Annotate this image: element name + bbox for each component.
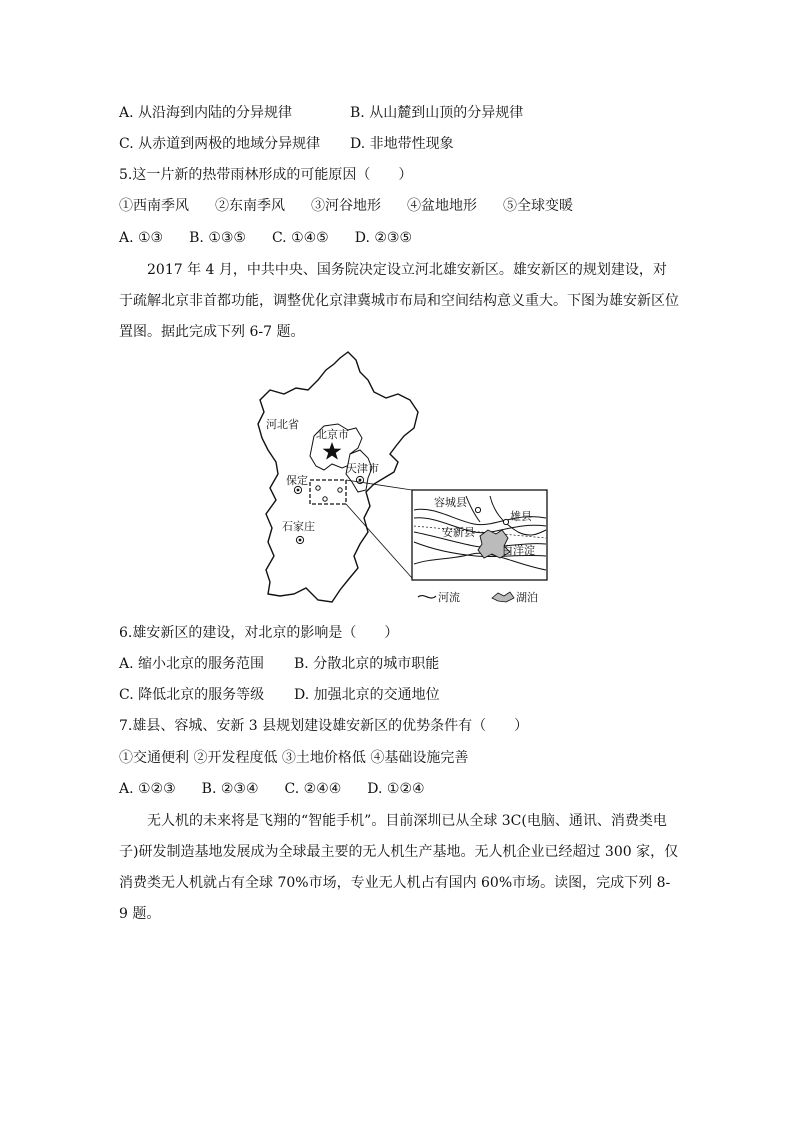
q5-option-c: C. ①④⑤ xyxy=(271,230,329,246)
q4-option-a: A. 从沿海到内陆的分异规律 xyxy=(119,105,293,121)
label-xiongxian: 雄县 xyxy=(510,510,532,523)
q6-stem: 6.雄安新区的建设，对北京的影响是（ ） xyxy=(119,625,399,641)
river-legend-icon xyxy=(418,596,436,598)
label-tianjin: 天津市 xyxy=(346,462,379,475)
q6-option-a: A. 缩小北京的服务范围 xyxy=(119,656,265,672)
lake-legend-icon xyxy=(492,592,514,602)
small-town-icon xyxy=(316,486,320,490)
rongcheng-marker-icon xyxy=(475,507,480,512)
q5-item-5: ⑤全球变暖 xyxy=(503,198,573,214)
q4-option-b: B. 从山麓到山顶的分异规律 xyxy=(350,105,524,121)
label-shijiazhuang: 石家庄 xyxy=(282,520,315,533)
q5-option-d: D. ②③⑤ xyxy=(354,230,413,246)
passage-drones: 无人机的未来将是飞翔的“智能手机”。目前深圳已从全球 3C(电脑、通讯、消费类电子)研发制造基地发展成为全球最主要的无人机生产基地。无人机企业已经超过 300 家，仅消费类无人机就占有全球 70%市场，专业无人机占有国内 60%市场。读图，完成下列 8-9 题。 xyxy=(119,813,679,922)
legend-lake-label: 湖泊 xyxy=(516,591,538,604)
xiongxian-marker-icon xyxy=(503,519,508,524)
q6-option-b: B. 分散北京的城市职能 xyxy=(294,656,440,672)
q5-item-3: ③河谷地形 xyxy=(311,198,381,214)
q5-item-4: ④盆地地形 xyxy=(407,198,477,214)
q5-items xyxy=(119,196,599,216)
q7-options xyxy=(119,779,451,799)
label-anxin: 安新县 xyxy=(442,526,475,539)
xiongan-location-map xyxy=(248,350,554,608)
label-rongcheng: 容城县 xyxy=(434,496,467,509)
label-baiyangdian: 白洋淀 xyxy=(502,544,535,557)
q5-options xyxy=(119,228,438,248)
small-town-icon xyxy=(338,488,342,492)
q5-stem: 5.这一片新的热带雨林形成的可能原因（ ） xyxy=(119,167,413,183)
q5-item-2: ②东南季风 xyxy=(215,198,285,214)
label-hebei: 河北省 xyxy=(266,418,299,431)
q7-option-c: C. ②④④ xyxy=(284,781,342,797)
q5-item-1: ①西南季风 xyxy=(119,198,189,214)
baoding-marker-icon xyxy=(294,486,301,493)
legend-river-label: 河流 xyxy=(438,591,460,604)
passage-xiongan: 2017 年 4 月，中共中央、国务院决定设立河北雄安新区。雄安新区的规划建设，对于疏解北京非首都功能，调整优化京津冀城市布局和空间结构意义重大。下图为雄安新区位置图。据此完成下列 6-7 题。 xyxy=(119,262,679,340)
q5-option-a: A. ①③ xyxy=(119,230,164,246)
q6-option-c: C. 降低北京的服务等级 xyxy=(119,687,265,703)
inset-map xyxy=(412,490,547,580)
small-town-icon xyxy=(323,497,327,501)
label-beijing: 北京市 xyxy=(316,428,349,441)
q7-option-d: D. ①②④ xyxy=(367,781,425,797)
label-baoding: 保定 xyxy=(286,474,308,487)
q7-stem: 7.雄县、容城、安新 3 县规划建设雄安新区的优势条件有（ ） xyxy=(119,718,529,734)
shijiazhuang-marker-icon xyxy=(296,536,303,543)
connector-line xyxy=(346,504,412,578)
q6-option-d: D. 加强北京的交通地位 xyxy=(294,687,440,703)
q7-items: ①交通便利 ②开发程度低 ③土地价格低 ④基础设施完善 xyxy=(119,750,469,766)
q4-option-d: D. 非地带性现象 xyxy=(350,136,454,152)
q4-option-c: C. 从赤道到两极的地域分异规律 xyxy=(119,136,321,152)
q7-option-b: B. ②③④ xyxy=(201,781,259,797)
q5-option-b: B. ①③⑤ xyxy=(189,230,246,246)
q7-option-a: A. ①②③ xyxy=(119,781,176,797)
hebei-outline xyxy=(258,352,418,602)
